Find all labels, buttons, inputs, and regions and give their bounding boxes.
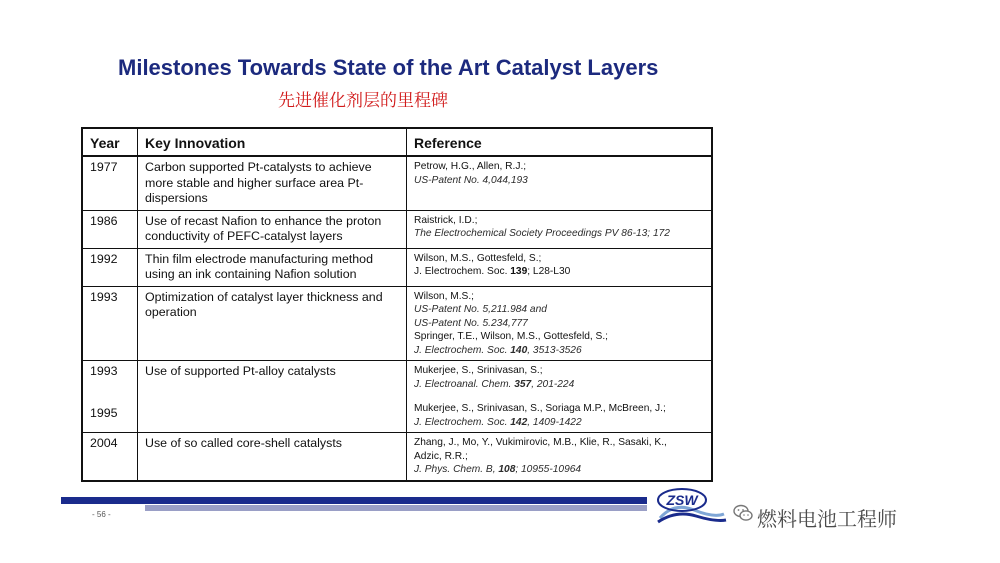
innovation-cell: Use of supported Pt-alloy catalysts [138,361,407,433]
year-value: 1993 [90,364,118,378]
ref-authors: Wilson, M.S., Gottesfeld, S.; [414,252,542,264]
reference-cell [407,248,713,286]
table-row [82,248,712,286]
table-row [82,210,712,248]
zsw-logo [654,484,728,528]
ref-patent: US-Patent No. 5.234,777 [414,317,528,329]
milestones-table [81,127,713,482]
ref-pages: , 3513-3526 [527,344,582,356]
ref-source [414,463,704,477]
ref-pages: , 201-224 [531,378,575,390]
year-cell: 1986 [82,210,138,248]
ref-source [414,344,704,358]
ref-source [414,378,704,392]
ref-journal: J. Electrochem. Soc. [414,266,511,277]
table-header-row [82,128,712,156]
ref-volume: 108 [498,464,516,475]
ref-volume: 142 [510,416,528,428]
reference-cell [407,361,713,433]
year-cell [82,361,138,433]
table-row [82,286,712,361]
ref-journal: J. Electroanal. Chem. [414,378,515,390]
ref-pages: ; L28-L30 [527,266,571,277]
ref-authors: Wilson, M.S.; [414,290,475,302]
ref-authors: Raistrick, I.D.; [414,214,478,226]
year-cell: 1977 [82,156,138,210]
ref-pages: , 1409-1422 [527,416,582,428]
table-row [82,156,712,210]
header-year: Year [82,128,138,156]
year-cell: 1993 [82,286,138,361]
reference-cell [407,286,713,361]
header-reference: Reference [407,128,713,156]
ref-journal: J. Electrochem. Soc. [414,344,511,356]
slide-title: Milestones Towards State of the Art Catalyst Layers [118,55,659,80]
innovation-cell: Use of so called core-shell catalysts [138,433,407,481]
ref-volume: 140 [510,344,528,356]
ref-journal: J. Phys. Chem. B, [414,464,499,475]
ref-volume: 357 [514,378,532,390]
ref-journal: J. Electrochem. Soc. [414,416,511,428]
slide-subtitle: 先进催化剂层的里程碑 [278,91,448,111]
ref-authors: Zhang, J., Mo, Y., Vukimirovic, M.B., Klie, R., Sasaki, K., [414,437,667,448]
reference-cell [407,433,713,481]
page-number: - 56 - [92,510,111,519]
ref-source: The Electrochemical Society Proceedings PV 86-13; 172 [414,228,670,239]
footer-bar-dark [61,497,647,504]
table-row [82,433,712,481]
watermark-text: 燃料电池工程师 [757,507,897,531]
ref-patent: US-Patent No. 5,211.984 and [414,304,547,315]
ref-source: US-Patent No. 4,044,193 [414,174,528,186]
footer-bar-light [145,505,647,511]
ref-source [414,416,704,430]
innovation-cell: Carbon supported Pt-catalysts to achieve more stable and higher surface area Pt-dispersions [138,156,407,210]
table-row [82,361,712,433]
reference-cell [407,210,713,248]
ref-authors: Petrow, H.G., Allen, R.J.; [414,161,527,172]
year-cell: 2004 [82,433,138,481]
innovation-cell: Thin film electrode manufacturing method using an ink containing Nafion solution [138,248,407,286]
header-innovation: Key Innovation [138,128,407,156]
innovation-cell: Optimization of catalyst layer thickness and operation [138,286,407,361]
ref-authors: Mukerjee, S., Srinivasan, S., Soriaga M.P., McBreen, J.; [414,403,666,414]
ref-authors: Springer, T.E., Wilson, M.S., Gottesfeld, S.; [414,331,609,342]
ref-pages: ; 10955-10964 [515,464,582,475]
ref-authors: Adzic, R.R.; [414,450,468,462]
year-value: 1995 [90,405,118,420]
logo-text: ZSW [666,492,698,508]
ref-authors: Mukerjee, S., Srinivasan, S.; [414,365,543,376]
year-cell: 1992 [82,248,138,286]
ref-source [414,265,704,279]
ref-volume: 139 [510,266,528,277]
reference-cell [407,156,713,210]
innovation-cell: Use of recast Nafion to enhance the proton conductivity of PEFC-catalyst layers [138,210,407,248]
wechat-icon [732,502,754,524]
